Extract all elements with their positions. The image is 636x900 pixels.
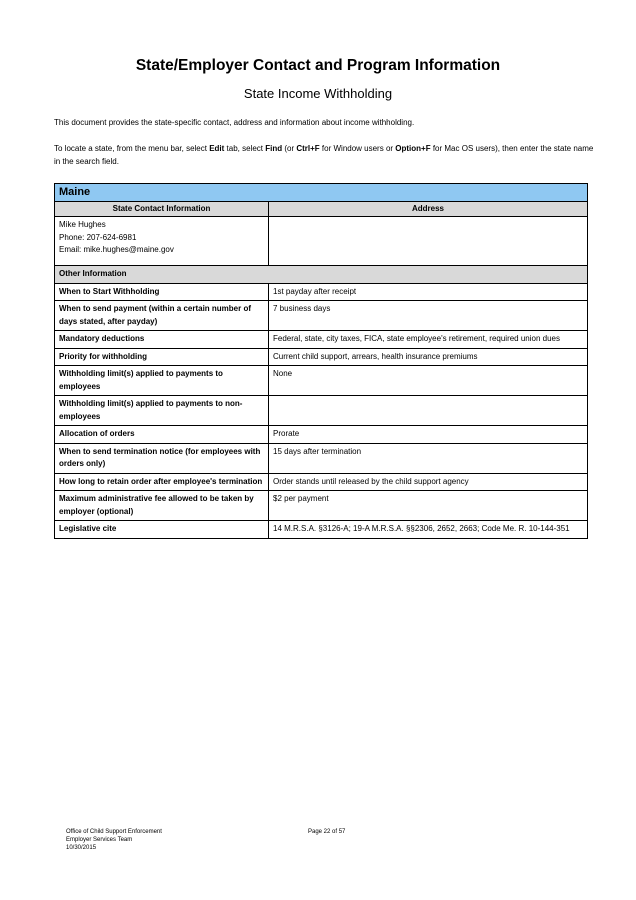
info-value: Order stands until released by the child support agency	[269, 473, 588, 491]
state-info-table	[54, 183, 588, 539]
info-label: Maximum administrative fee allowed to be taken by employer (optional)	[55, 491, 269, 521]
page-title: State/Employer Contact and Program Information	[135, 57, 501, 74]
other-info-heading: Other Information	[55, 266, 588, 284]
info-row	[55, 331, 588, 349]
info-label: Allocation of orders	[55, 426, 269, 444]
info-row	[55, 366, 588, 396]
contact-column-header: State Contact Information	[55, 202, 269, 217]
info-row	[55, 443, 588, 473]
info-row	[55, 283, 588, 301]
info-row	[55, 491, 588, 521]
info-label: When to send payment (within a certain number of days stated, after payday)	[55, 301, 269, 331]
info-row	[55, 301, 588, 331]
address-cell	[269, 217, 588, 266]
footer-left	[66, 828, 162, 852]
info-row	[55, 473, 588, 491]
info-label: Withholding limit(s) applied to payments to non-employees	[55, 396, 269, 426]
info-label: Priority for withholding	[55, 348, 269, 366]
info-value: 14 M.R.S.A. §3126-A; 19-A M.R.S.A. §§2306, 2652, 2663; Code Me. R. 10-144-351	[269, 521, 588, 539]
info-value: 7 business days	[269, 301, 588, 331]
page-number: Page 22 of 57	[308, 829, 346, 835]
address-column-header: Address	[269, 202, 588, 217]
info-row	[55, 426, 588, 444]
footer-team: Employer Services Team	[66, 837, 133, 843]
instructions-paragraph	[54, 142, 594, 168]
state-name: Maine	[55, 184, 588, 202]
footer-org: Office of Child Support Enforcement	[66, 829, 162, 835]
info-label: When to Start Withholding	[55, 283, 269, 301]
intro-paragraph: This document provides the state-specific contact, address and information about income withholding.	[54, 118, 415, 127]
info-row	[55, 348, 588, 366]
info-label: Withholding limit(s) applied to payments to employees	[55, 366, 269, 396]
instructions-text: (or	[282, 144, 297, 153]
info-label: Legislative cite	[55, 521, 269, 539]
info-value: $2 per payment	[269, 491, 588, 521]
info-value: Federal, state, city taxes, FICA, state employee's retirement, required union dues	[269, 331, 588, 349]
info-value: Prorate	[269, 426, 588, 444]
contact-cell	[55, 217, 269, 266]
instructions-text: tab, select	[224, 144, 266, 153]
instructions-edit: Edit	[209, 144, 225, 153]
info-value: 15 days after termination	[269, 443, 588, 473]
info-value: Current child support, arrears, health insurance premiums	[269, 348, 588, 366]
contact-name: Mike Hughes	[59, 220, 106, 229]
other-info-header-row	[55, 266, 588, 284]
footer-date: 10/30/2015	[66, 845, 97, 851]
info-row	[55, 396, 588, 426]
info-label: How long to retain order after employee's termination	[55, 473, 269, 491]
instructions-find: Find	[265, 144, 283, 153]
instructions-option-f: Option+F	[395, 144, 431, 153]
info-value: None	[269, 366, 588, 396]
page-subtitle: State Income Withholding	[243, 86, 393, 101]
column-header-row	[55, 202, 588, 217]
info-value: 1st payday after receipt	[269, 283, 588, 301]
contact-email[interactable]: Email: mike.hughes@maine.gov	[59, 245, 174, 254]
instructions-text: To locate a state, from the menu bar, select	[54, 144, 210, 153]
state-header-row	[55, 184, 588, 202]
instructions-ctrl-f: Ctrl+F	[296, 144, 320, 153]
info-value	[269, 396, 588, 426]
info-label: Mandatory deductions	[55, 331, 269, 349]
info-row	[55, 521, 588, 539]
instructions-text: for Window users or	[319, 144, 396, 153]
info-label: When to send termination notice (for employees with orders only)	[55, 443, 269, 473]
contact-phone: Phone: 207-624-6981	[59, 232, 137, 242]
instructions-text: for Mac OS users), then enter the state name in the search field.	[54, 144, 594, 166]
contact-row	[55, 217, 588, 266]
